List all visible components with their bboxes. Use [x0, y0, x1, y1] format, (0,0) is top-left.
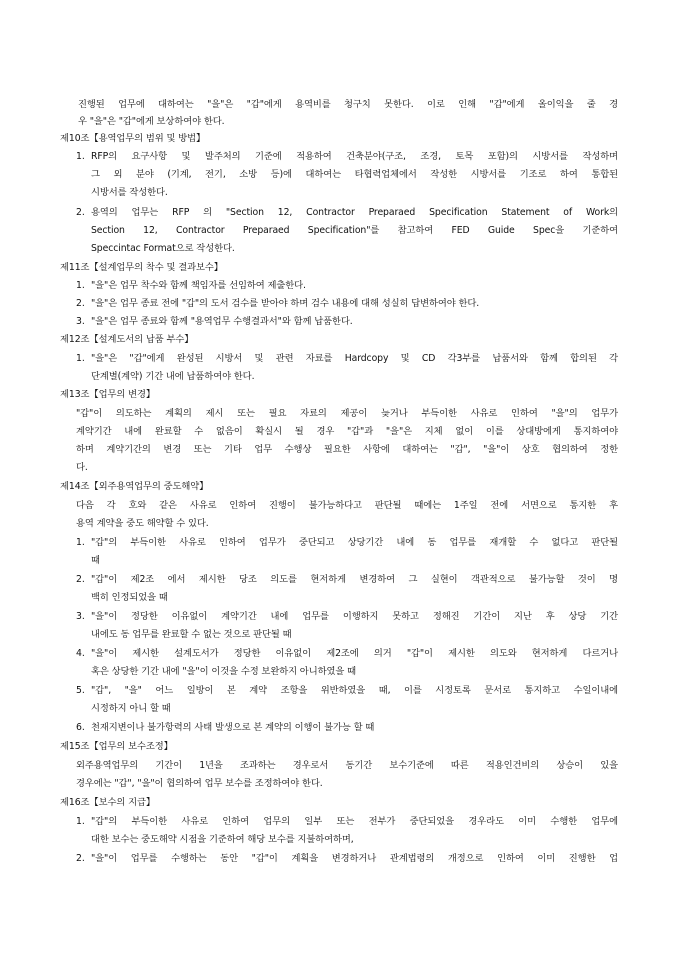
list-number: 4. [76, 648, 85, 659]
article-13-heading: 제13조【업무의 변경】 [60, 389, 156, 400]
paragraph-line: 진행된 업무에 대하여는 "을"은 "갑"에게 용역비를 청구치 못한다. 이로 인해 "갑"에게 올이익을 줄 경 [78, 99, 618, 110]
list-number: 2. [76, 853, 85, 864]
list-number: 3. [76, 611, 85, 622]
list-item-line: "을"은 "갑"에게 완성된 시방서 및 관련 자료를 Hardcopy 및 CD 각3부를 납품서와 함께 합의된 각 [91, 353, 618, 364]
list-number: 1. [76, 151, 85, 162]
list-item-line: "을"은 업무 종료 전에 "갑"의 도서 검수를 받아야 하며 검수 내용에 대해 성실히 답변하여야 한다. [91, 298, 480, 309]
paragraph-line: 용역 계약을 중도 해약할 수 있다. [76, 518, 209, 529]
list-item-line: "을"은 업무 종료와 함께 "용역업무 수행결과서"와 함께 납품한다. [91, 316, 353, 327]
paragraph-line: 계약기간 내에 완료할 수 없음이 확실시 될 경우 "갑"과 "을"은 지체 없이 이를 상대방에게 통지하여야 [76, 426, 618, 437]
list-item-line: 단계별(계약) 기간 내에 납품하여야 한다. [91, 371, 255, 382]
list-item-line: 용역의 업무는 RFP 의 "Section 12, Contractor Preparaed Specification Statement of Work의 [91, 207, 618, 218]
paragraph-line: 경우에는 "갑", "을"이 협의하여 업무 보수를 조정하여야 한다. [76, 778, 323, 789]
article-15-heading: 제15조【업무의 보수조정】 [60, 741, 173, 752]
list-item-line: "갑", "을" 어느 일방이 본 계약 조항을 위반하였을 때, 이를 시정토록 문서로 통지하고 수일이내에 [91, 685, 618, 696]
list-number: 2. [76, 298, 85, 309]
list-item-line: "갑"이 제2조 에서 제시한 당조 의도를 현저하게 변경하여 그 실현이 객관적으로 불가능할 것이 명 [91, 574, 618, 585]
article-16-heading: 제16조【보수의 지급】 [60, 797, 156, 808]
list-item-line: 때 [91, 555, 100, 566]
list-number: 3. [76, 316, 85, 327]
list-number: 1. [76, 537, 85, 548]
list-item-line: 시방서를 작성한다. [91, 187, 168, 198]
list-number: 2. [76, 574, 85, 585]
article-10-heading: 제10조【용역업무의 범위 및 방법】 [60, 133, 206, 144]
list-item-line: 혹은 상당한 기간 내에 "을"이 이것을 수정 보완하지 아니하였을 때 [91, 666, 356, 677]
list-number: 5. [76, 685, 85, 696]
list-item-line: Speccintac Format으로 작성한다. [91, 243, 235, 254]
list-item-line: Section 12, Contractor Preparaed Specification"를 참고하여 FED Guide Spec을 기준하여 [91, 225, 618, 236]
list-item-line: 그 외 분야 (기계, 전기, 소방 등)에 대하여는 타협력업체에서 작성한 시방서를 기조로 하여 통합된 [91, 169, 618, 180]
paragraph-line: 외주용역업무의 기간이 1년을 조과하는 경우로서 동기간 보수기준에 따른 적용인건비의 상승이 있을 [76, 760, 618, 771]
list-item-line: "을"이 정당한 이유없이 계약기간 내에 업무를 이행하지 못하고 정해진 기간이 지난 후 상당 기간 [91, 611, 618, 622]
list-item-line: "을"이 업무를 수행하는 동안 "갑"이 계획을 변경하거나 관계법령의 개정으로 인하여 이미 진행한 업 [91, 853, 618, 864]
list-item-line: "갑"의 부득이한 사유로 인하여 업무가 중단되고 상당기간 내에 동 업무를 재개할 수 없다고 판단될 [91, 537, 618, 548]
list-item-line: 시정하지 아니 할 때 [91, 703, 171, 714]
list-item-line: 내에도 동 업무를 완료할 수 없는 것으로 판단될 때 [91, 629, 292, 640]
paragraph-line: 다. [76, 462, 88, 473]
list-number: 1. [76, 816, 85, 827]
article-12-heading: 제12조【설계도서의 납품 부수】 [60, 334, 194, 345]
paragraph-line: 다음 각 호와 같은 사유로 인하여 진행이 불가능하다고 판단될 때에는 1주일 전에 서면으로 통지한 후 [76, 500, 618, 511]
list-item-line: 대한 보수는 중도해약 시점을 기준하여 해당 보수를 지불하여하며, [91, 834, 354, 845]
list-number: 1. [76, 353, 85, 364]
paragraph-line: 우 "을"은 "갑"에게 보상하여야 한다. [78, 116, 225, 127]
article-11-heading: 제11조【설계업무의 착수 및 결과보수】 [60, 262, 223, 273]
list-item-line: 천재지변이나 불가항력의 사태 발생으로 본 계약의 이행이 불가능 할 때 [91, 722, 375, 733]
article-14-heading: 제14조【외주용역업무의 중도해약】 [60, 481, 209, 492]
list-number: 1. [76, 280, 85, 291]
list-number: 2. [76, 207, 85, 218]
list-item-line: 백히 인정되었을 때 [91, 592, 168, 603]
list-number: 6. [76, 722, 85, 733]
list-item-line: "을"이 제시한 설계도서가 정당한 이유없이 제2조에 의거 "갑"이 제시한 의도와 현저하게 다르거나 [91, 648, 618, 659]
paragraph-line: 하며 계약기간의 변경 또는 기타 업무 수행상 필요한 사항에 대하여는 "갑", "을"이 상호 협의하여 정한 [76, 444, 618, 455]
list-item-line: "갑"의 부득이한 사유로 인하여 업무의 일부 또는 전부가 중단되었을 경우라도 이미 수행한 업무에 [91, 816, 618, 827]
paragraph-line: "갑"이 의도하는 계획의 제시 또는 필요 자료의 제공이 늦거나 부득이한 사유로 인하여 "을"의 업무가 [76, 408, 618, 419]
list-item-line: "을"은 업무 착수와 함께 책임자를 선임하여 제출한다. [91, 280, 306, 291]
list-item-line: RFP의 요구사항 및 발주처의 기준에 적용하여 건축분야(구조, 조경, 토목 포함)의 시방서를 작성하며 [91, 151, 618, 162]
